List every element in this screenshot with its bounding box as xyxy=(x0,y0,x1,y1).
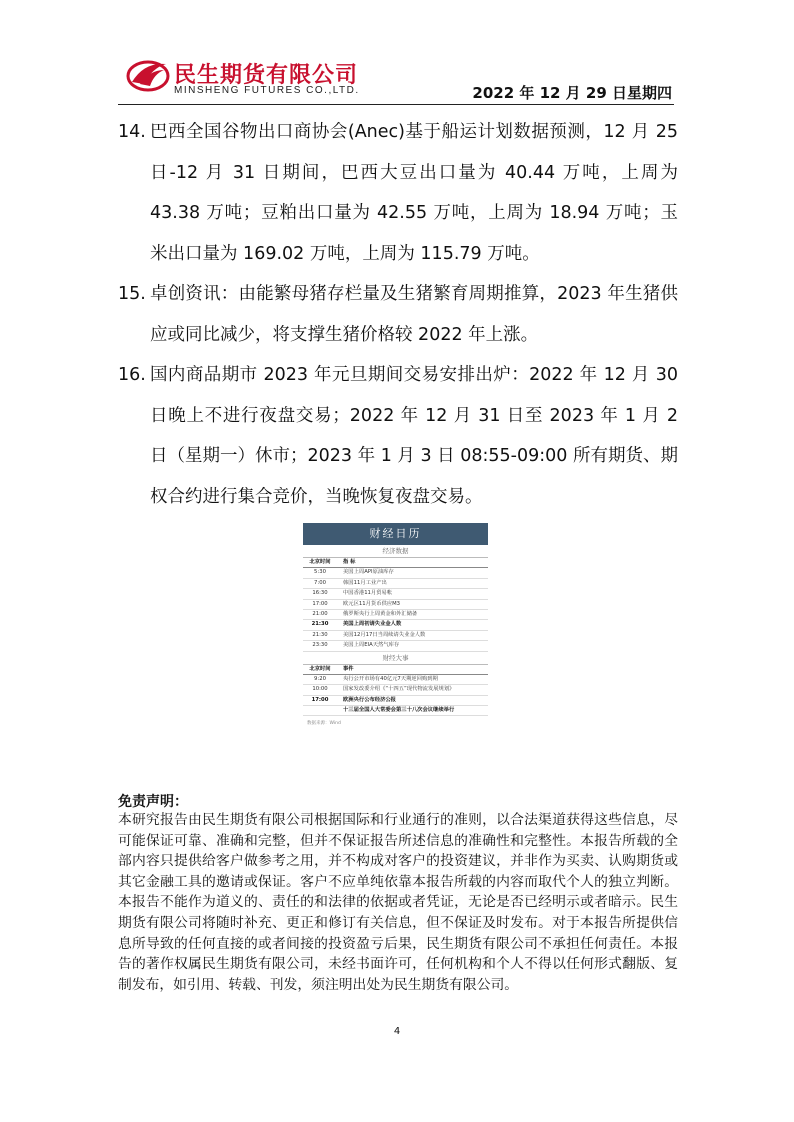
row-label: 国家发改委介绍《“十四五”现代物流发展规划》 xyxy=(343,686,455,693)
econ-header-row xyxy=(303,558,488,568)
row-label: 俄罗斯央行上周黄金和外汇储备 xyxy=(343,610,418,617)
news-item xyxy=(118,274,678,355)
table-row xyxy=(303,610,488,620)
minsheng-logo-icon xyxy=(126,56,170,92)
page-header xyxy=(118,52,674,105)
table-row xyxy=(303,600,488,610)
row-label: 中国香港11月贸易帐 xyxy=(343,590,393,597)
econ-section-title: 经济数据 xyxy=(303,545,488,558)
row-label: 美国上周初请失业金人数 xyxy=(343,621,402,628)
disclaimer-text: 本研究报告由民生期货有限公司根据国际和行业通行的准则，以合法渠道获得这些信息，尽可能保证可靠、准确和完整，但并不保证报告所述信息的准确性和完整性。本报告所载的全部内容只提供给客户做参考之用，并不构成对客户的投资建议，并非作为买卖、认购期货或其它金融工具的邀请或保证。客户不应单纯依靠本报告所载的内容而取代个人的独立判断。本报告不能作为道义的、责任的和法律的依据或者凭证，无论是否已经明示或者暗示。民生期货有限公司将随时补充、更正和修订有关信息，但不保证及时发布。对于本报告所提供信息所导致的任何直接的或者间接的投资盈亏后果，民生期货有限公司不承担任何责任。本报告的著作权属民生期货有限公司，未经书面许可，任何机构和个人不得以任何形式翻版、复制发布，如引用、转载、刊发，须注明出处为民生期货有限公司。 xyxy=(118,812,678,993)
row-label: 韩国11月工业产出 xyxy=(343,579,387,586)
table-row xyxy=(303,706,488,716)
row-time: 7:00 xyxy=(314,579,326,586)
calendar-title: 财经日历 xyxy=(303,523,488,545)
row-time: 21:30 xyxy=(311,621,329,628)
report-date: 2022 年 12 月 29 日星期四 xyxy=(472,84,672,102)
news-list xyxy=(118,112,678,517)
brand-name-en: MINSHENG FUTURES CO.,LTD. xyxy=(174,85,360,96)
row-time: 10:00 xyxy=(312,686,328,693)
row-time: 21:00 xyxy=(312,610,328,617)
row-label: 美国上周API原油库存 xyxy=(343,569,394,576)
label-header: 事件 xyxy=(343,665,354,672)
event-section-title: 财经大事 xyxy=(303,652,488,665)
row-time: 17:00 xyxy=(311,696,329,703)
row-time: 16:30 xyxy=(312,590,328,597)
item-number: 15. xyxy=(118,284,146,304)
time-header: 北京时间 xyxy=(309,559,331,565)
row-time xyxy=(303,706,337,715)
table-row xyxy=(303,620,488,630)
row-time: 5:30 xyxy=(314,569,326,576)
news-item xyxy=(118,112,678,274)
table-row xyxy=(303,589,488,599)
table-row xyxy=(303,579,488,589)
item-number: 14. xyxy=(118,122,146,142)
table-row xyxy=(303,641,488,651)
table-row xyxy=(303,568,488,578)
item-text: 巴西全国谷物出口商协会(Anec)基于船运计划数据预测，12 月 25 日-12 月 31 日期间，巴西大豆出口量为 40.44 万吨，上周为 43.38 万吨；豆粕出口量为 42.55 万吨，上周为 18.94 万吨；玉米出口量为 169.02 万吨，上周为 115.79 万吨。 xyxy=(150,122,678,264)
row-time: 23:30 xyxy=(312,642,328,649)
row-label: 欧元区11月货币供应M3 xyxy=(343,600,401,607)
table-row xyxy=(303,675,488,685)
row-label: 十三届全国人大常委会第三十八次会议继续举行 xyxy=(343,707,455,714)
row-label: 欧洲央行公布经济公报 xyxy=(343,696,396,703)
table-row xyxy=(303,696,488,706)
disclaimer-title: 免责声明： xyxy=(118,794,188,810)
item-text: 卓创资讯：由能繁母猪存栏量及生猪繁育周期推算，2023 年生猪供应或同比减少，将支撑生猪价格较 2022 年上涨。 xyxy=(150,284,678,345)
page-number: 4 xyxy=(393,1026,401,1037)
brand-name-cn: 民生期货有限公司 xyxy=(174,63,359,88)
row-time: 9:20 xyxy=(314,675,326,682)
table-row xyxy=(303,685,488,695)
financial-calendar xyxy=(303,523,488,745)
news-item xyxy=(118,355,678,517)
time-header: 北京时间 xyxy=(309,665,331,672)
row-time: 21:30 xyxy=(312,631,328,638)
item-text: 国内商品期市 2023 年元旦期间交易安排出炉：2022 年 12 月 30 日晚上不进行夜盘交易；2022 年 12 月 31 日至 2023 年 1 月 2 日（星期一）休市；2023 年 1 月 3 日 08:55-09:00 所有期货、期权合约进行集合竞价，当晚恢复夜盘交易。 xyxy=(150,365,678,507)
calendar-source: 数据来源：Wind xyxy=(307,721,341,727)
table-row xyxy=(303,631,488,641)
row-label: 美国12月17日当周续请失业金人数 xyxy=(343,631,426,638)
item-number: 16. xyxy=(118,365,146,385)
row-time: 17:00 xyxy=(312,600,328,607)
row-label: 央行公开市场有40亿元7天期逆回购到期 xyxy=(343,675,438,682)
row-label: 美国上周EIA天然气库存 xyxy=(343,642,400,649)
event-header-row xyxy=(303,665,488,675)
label-header: 指 标 xyxy=(343,559,356,565)
